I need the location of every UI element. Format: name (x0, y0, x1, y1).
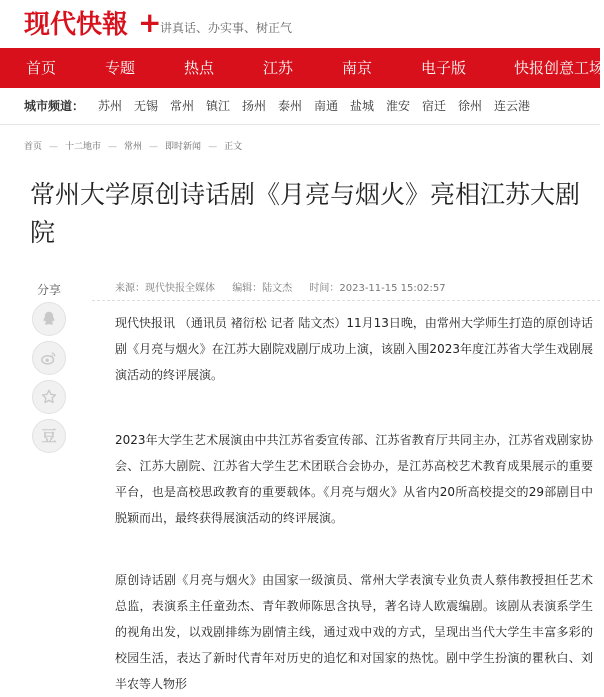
city-link-zhenjiang[interactable]: 镇江 (206, 99, 231, 113)
breadcrumb-separator: — (208, 142, 218, 152)
city-link-xuzhou[interactable]: 徐州 (458, 99, 483, 113)
share-panel (24, 282, 74, 445)
site-header (0, 0, 600, 48)
nav-item-epaper[interactable]: 电子版 (421, 59, 467, 77)
weibo-icon (40, 349, 58, 367)
city-link-taizhou[interactable]: 泰州 (278, 99, 303, 113)
main-nav (0, 48, 604, 88)
share-qq-button[interactable] (32, 302, 66, 336)
article-title: 常州大学原创诗话剧《月亮与烟火》亮相江苏大剧院 (30, 180, 581, 247)
share-qzone-button[interactable] (32, 380, 66, 414)
nav-item-nanjing[interactable]: 南京 (342, 59, 373, 77)
city-link-suqian[interactable]: 宿迁 (422, 99, 447, 113)
qq-icon (40, 310, 58, 328)
article-editor: 编辑：陆文杰 (232, 283, 293, 294)
douban-icon: 豆 (41, 427, 57, 445)
breadcrumb-cities[interactable]: 十二地市 (65, 142, 102, 152)
article-paragraph-1: 现代快报讯 （通讯员 褚衍松 记者 陆文杰）11月13日晚，由常州大学师生打造的原创诗话剧《月亮与烟火》在江苏大剧院戏剧厅成功上演，该剧入围2023年度江苏省大学生戏剧展演活动的终评展演。 (115, 316, 593, 382)
qzone-star-icon (40, 388, 58, 406)
breadcrumb-separator: — (149, 142, 159, 152)
share-weibo-button[interactable] (32, 341, 66, 375)
site-logo[interactable]: 现代快報 (24, 10, 129, 40)
breadcrumb-home[interactable]: 首页 (24, 142, 43, 152)
city-link-wuxi[interactable]: 无锡 (134, 99, 159, 113)
share-label: 分享 (36, 283, 61, 297)
city-link-yancheng[interactable]: 盐城 (350, 99, 375, 113)
breadcrumb-separator: — (108, 142, 118, 152)
nav-item-hot[interactable]: 热点 (184, 59, 215, 77)
nav-item-home[interactable]: 首页 (26, 59, 57, 77)
article-meta (115, 281, 460, 297)
city-channel-label: 城市频道： (24, 99, 85, 113)
city-link-yangzhou[interactable]: 扬州 (242, 99, 267, 113)
nav-item-topics[interactable]: 专题 (105, 59, 136, 77)
nav-item-jiangsu[interactable]: 江苏 (263, 59, 294, 77)
breadcrumb (24, 139, 242, 155)
city-channel-bar (0, 88, 600, 125)
article-time: 时间：2023-11-15 15:02:57 (309, 283, 446, 294)
city-link-nantong[interactable]: 南通 (314, 99, 339, 113)
nav-item-creative[interactable]: 快报创意工场 (514, 59, 604, 77)
city-link-suzhou[interactable]: 苏州 (98, 99, 123, 113)
share-douban-button[interactable] (32, 419, 66, 453)
article-paragraph-3: 原创诗话剧《月亮与烟火》由国家一级演员、常州大学表演专业负责人蔡伟教授担任艺术总监，表演系主任童劲杰、青年教师陈思含执导，著名诗人欧震编剧。该剧从表演系学生的视角出发，以戏剧排练为剧情主线，通过戏中戏的方式，呈现出当代大学生丰富多彩的校园生活，表达了新时代青年对历史的追忆和对国家的热忱。剧中学生扮演的瞿秋白、刘半农等人物形 (115, 573, 593, 691)
breadcrumb-separator: — (49, 142, 59, 152)
site-slogan: 讲真话、办实事、树正气 (160, 21, 293, 35)
article-paragraph-2: 2023年大学生艺术展演由中共江苏省委宣传部、江苏省教育厅共同主办，江苏省戏剧家协会、江苏大剧院、江苏省大学生艺术团联合会协办，是江苏高校艺术教育成果展示的重要平台，也是高校思政教育的重要载体。《月亮与烟火》从省内20所高校提交的29部剧目中脱颖而出，最终获得展演活动的终评展演。 (115, 433, 593, 525)
article-source: 来源：现代快报全媒体 (115, 283, 215, 294)
breadcrumb-current: 正文 (224, 142, 243, 152)
city-link-huaian[interactable]: 淮安 (386, 99, 411, 113)
breadcrumb-changzhou[interactable]: 常州 (124, 142, 143, 152)
meta-divider (92, 300, 600, 301)
logo-plus-icon: + (138, 6, 162, 39)
city-link-lianyungang[interactable]: 连云港 (494, 99, 531, 113)
city-link-changzhou[interactable]: 常州 (170, 99, 195, 113)
breadcrumb-news[interactable]: 即时新闻 (165, 142, 202, 152)
